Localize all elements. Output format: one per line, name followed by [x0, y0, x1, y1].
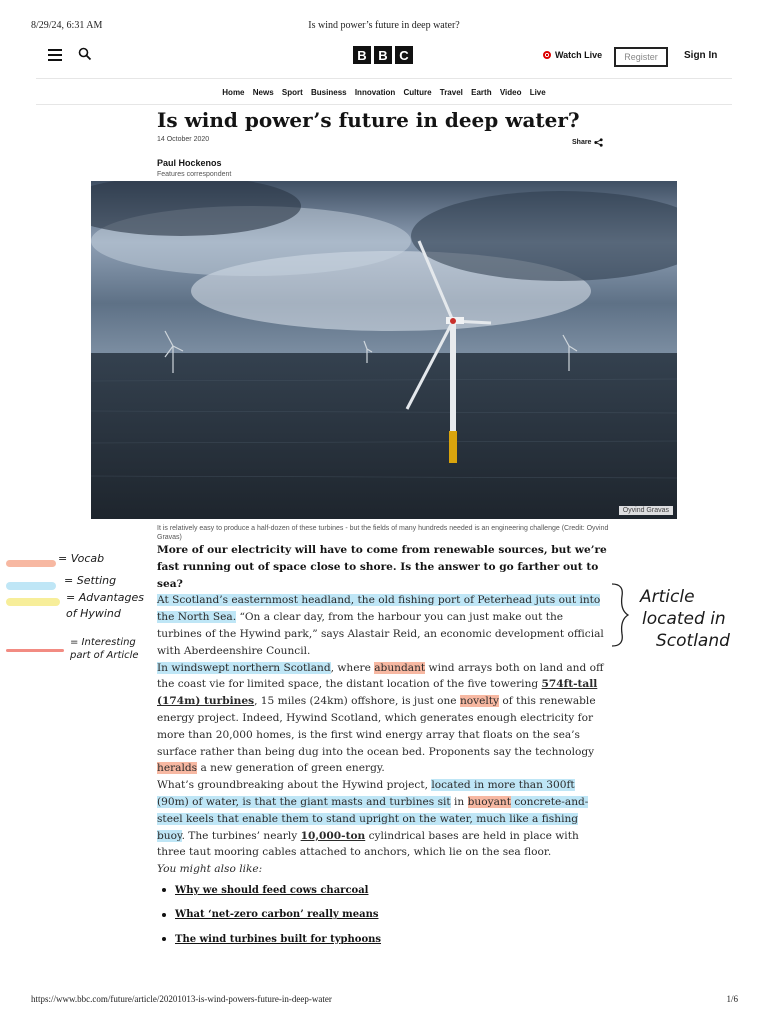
turbines-height-link[interactable]: 574ft-tall (174m) turbines	[157, 678, 598, 708]
image-credit-tag: Oyvind Gravas	[619, 506, 673, 515]
article-date: 14 October 2020	[157, 136, 210, 143]
highlight-setting: In windswept northern Scotland	[157, 661, 331, 674]
related-link[interactable]: The wind turbines built for typhoons	[175, 933, 382, 945]
hero-image	[91, 181, 677, 519]
header-divider	[36, 78, 732, 79]
highlight-setting: located in more than 300ft (90m) of water, is that the giant masts and turbines sit	[157, 779, 575, 808]
nav-item-innovation[interactable]: Innovation	[354, 88, 396, 97]
menu-icon[interactable]	[48, 49, 62, 61]
bullet-icon	[162, 888, 166, 892]
nav-item-sport[interactable]: Sport	[281, 88, 303, 97]
paragraph-1: At Scotland’s easternmost headland, the old fishing port of Peterhead juts out into the North Sea. “On a clear day, from the harbour you can just make out the turbines of the Hywind park,” says Alastair Reid, an economic development official with Aberdeenshire Council.	[157, 594, 604, 657]
print-doc-title: Is wind power’s future in deep water?	[308, 20, 460, 31]
bullet-icon	[162, 913, 166, 917]
article-title: Is wind power’s future in deep water?	[157, 108, 580, 132]
related-link[interactable]: What ‘net-zero carbon’ really means	[175, 909, 379, 921]
margin-note: Article located in Scotland	[640, 587, 730, 651]
nav-divider	[36, 104, 732, 105]
author-role: Features correspondent	[157, 171, 232, 178]
ton-link[interactable]: 10,000-ton	[300, 829, 366, 842]
also-like-list	[162, 878, 381, 952]
legend-swatch-advantages	[6, 598, 60, 606]
nav-item-video[interactable]: Video	[499, 88, 522, 97]
watch-live-link[interactable]: Watch Live	[543, 50, 602, 60]
nav-item-news[interactable]: News	[252, 88, 274, 97]
sign-in-link[interactable]: Sign In	[684, 50, 718, 61]
site-header	[38, 44, 730, 70]
legend-interesting: = Interesting part of Article	[70, 637, 139, 661]
print-page-number: 1/6	[726, 994, 738, 1004]
brace-annotation	[608, 582, 630, 648]
paragraph-3: What’s groundbreaking about the Hywind project, located in more than 300ft (90m) of water, is that the giant masts and turbines sit in buoyant concrete-and-steel keels that enable them to stand upright on the water, much like a fishing buoy. The turbines’ nearly 10,000-ton cylindrical bases are held in place with three taut mooring cables attached to anchors, which lie on the sea floor.	[157, 779, 589, 859]
legend-swatch-setting	[6, 582, 56, 590]
highlight-setting: concrete-and-steel keels that enable them to stand upright on the water, much like a fishing buoy	[157, 795, 589, 842]
highlight-vocab: abundant	[374, 661, 426, 674]
nav-item-culture[interactable]: Culture	[403, 88, 432, 97]
main-nav	[0, 88, 768, 97]
article-body	[157, 542, 609, 878]
also-like-label: You might also like:	[157, 863, 263, 876]
wind-turbine-photo	[91, 181, 677, 519]
legend-swatch-vocab	[6, 560, 56, 567]
nav-item-live[interactable]: Live	[529, 88, 546, 97]
image-caption: It is relatively easy to produce a half-dozen of these turbines - but the fields of many hundreds needed is an engineering challenge (Credit: Oyvind Gravas)	[157, 525, 609, 541]
highlight-setting: At Scotland’s easternmost headland, the old fishing port of Peterhead juts out into the North Sea.	[157, 594, 601, 624]
highlight-vocab: buoyant	[467, 795, 511, 808]
legend-setting: = Setting	[64, 574, 117, 587]
list-item	[162, 927, 381, 952]
highlight-vocab: novelty	[459, 695, 500, 708]
legend-advantages: = Advantages of Hywind	[66, 591, 144, 620]
print-datetime: 8/29/24, 6:31 AM	[31, 20, 103, 31]
live-dot-icon	[543, 51, 551, 59]
nav-item-earth[interactable]: Earth	[471, 88, 492, 97]
legend-vocab: = Vocab	[58, 552, 105, 565]
nav-item-travel[interactable]: Travel	[439, 88, 463, 97]
share-icon	[594, 138, 603, 147]
nav-item-home[interactable]: Home	[222, 88, 245, 97]
related-link[interactable]: Why we should feed cows charcoal	[175, 884, 369, 896]
nav-item-business[interactable]: Business	[311, 88, 347, 97]
highlight-vocab: heralds	[157, 762, 198, 775]
register-button[interactable]: Register	[614, 47, 668, 67]
author-name[interactable]: Paul Hockenos	[157, 158, 222, 168]
print-url: https://www.bbc.com/future/article/20201013-is-wind-powers-future-in-deep-water	[31, 994, 332, 1004]
bbc-logo[interactable]: B B C	[353, 46, 413, 64]
share-button[interactable]: Share	[572, 138, 603, 147]
paragraph-2: In windswept northern Scotland, where abundant wind arrays both on land and off the coast vie for limited space, the distant location of the five towering 574ft-tall (174m) turbines, 15 miles (24km) offshore, is just one novelty of this renewable energy project. Indeed, Hywind Scotland, which generates enough electricity for more than 20,000 homes, is the first wind energy array that floats on the sea’s surface rather than being dug into the ocean bed. Proponents say the technology heralds a new generation of green energy.	[157, 661, 604, 775]
search-icon[interactable]	[78, 47, 92, 61]
bullet-icon	[162, 937, 166, 941]
article-lead: More of our electricity will have to come from renewable sources, but we’re fast running out of space close to shore. Is the answer to go farther out to sea?	[157, 544, 607, 590]
list-item	[162, 878, 381, 903]
list-item	[162, 903, 381, 928]
legend-swatch-interesting	[6, 649, 64, 652]
